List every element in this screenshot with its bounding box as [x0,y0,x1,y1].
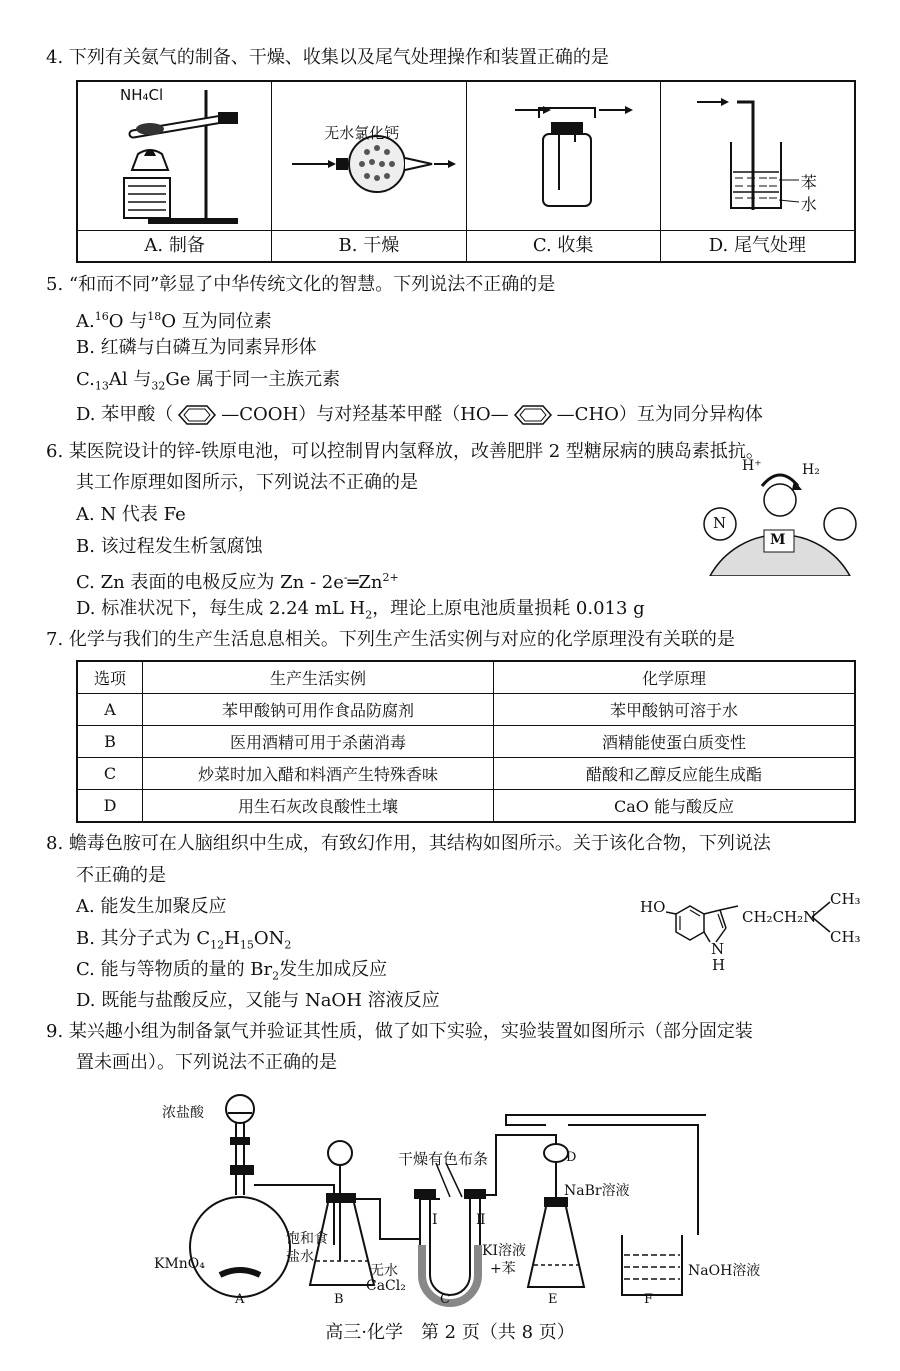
dry-cloth-label: 干燥有色布条 [398,1150,489,1168]
apparatus-b [272,82,466,261]
q9-stem-1: 9. 某兴趣小组为制备氯气并验证其性质，做了如下实验，实验装置如图所示（部分固定装 [46,1021,753,1042]
caption-d: D. 尾气处理 [661,230,854,261]
apparatus-letter-c: C [440,1292,450,1307]
q8-option-d: D. 既能与盐酸反应，又能与 NaOH 溶液反应 [76,990,440,1011]
tail-gas-figure [661,82,855,232]
anhydrous-label: 无水 [370,1263,398,1279]
q5-stem: 5. “和而不同”彰显了中华传统文化的智慧。下列说法不正确的是 [46,274,556,295]
q5-option-c: $C._{13}Al$ 与$_{32}$Ge 属于同一主族元素 [76,369,341,393]
cell: 苯甲酸钠可溶于水 [494,694,856,726]
caption-c: C. 收集 [467,230,660,261]
ki-benzene-label: +苯 [490,1261,516,1277]
drying-tube-figure [272,82,466,232]
q6-stem-1: 6. 某医院设计的锌-铁原电池，可以控制胃内氢释放，改善肥胖 2 型糖尿病的胰岛素抵抗。 [46,441,764,462]
gas-collection-figure [467,82,661,232]
ki-label: KI溶液 [482,1243,526,1259]
cell: D [77,790,143,823]
cell: 酒精能使蛋白质变性 [494,726,856,758]
kmno4-label: KMnO₄ [154,1256,205,1272]
electrode-n-label: N [713,514,727,532]
side-chain-label: CH₂CH₂N [742,908,817,926]
cell: 醋酸和乙醇反应能生成酯 [494,758,856,790]
apparatus-letter-b: B [334,1292,344,1307]
table-row [77,726,855,758]
methyl-bottom-label: CH₃ [830,928,861,946]
nabr-label: NaBr溶液 [564,1183,630,1199]
caption-b: B. 干燥 [272,230,465,261]
cacl2-label: 无水氯化钙 [324,124,400,142]
q4-apparatus-table [76,80,856,263]
benzene-ring-icon [173,404,221,426]
table-row [77,758,855,790]
page-footer: 高三·化学 第 2 页（共 8 页） [325,1322,575,1343]
strip-i-label: Ⅰ [432,1212,438,1228]
cell: A [77,694,143,726]
cell: 苯甲酸钠可用作食品防腐剂 [143,694,494,726]
cell: CaO 能与酸反应 [494,790,856,823]
indole-h-label: H [712,956,726,974]
cell: C [77,758,143,790]
apparatus-a [78,82,272,261]
saturated-brine-label-1: 饱和食 [286,1231,328,1247]
chlorine-apparatus-figure [150,1085,710,1315]
q6-stem-2: 其工作原理如图所示，下列说法不正确的是 [76,472,418,493]
saturated-brine-label-2: 盐水 [286,1249,314,1265]
q6-option-d: D. 标准状况下，每生成 2.24 mL $H_2$，理论上原电池质量损耗 0.013 g [76,598,645,622]
apparatus-letter-a: A [235,1292,245,1307]
apparatus-letter-f: F [644,1292,654,1307]
apparatus-c [467,82,661,261]
q7-stem: 7. 化学与我们的生产生活息息相关。下列生产生活实例与对应的化学原理没有关联的是 [46,629,735,650]
table-row [77,694,855,726]
cell: 医用酒精可用于杀菌消毒 [143,726,494,758]
cacl2-label: CaCl₂ [366,1278,406,1294]
table-row [77,790,855,823]
bufotenine-structure-figure [666,892,746,962]
q7-table [76,660,856,823]
naoh-label: NaOH溶液 [688,1263,761,1279]
ho-label: HO [640,898,666,916]
benzene-ring-icon [509,404,557,426]
ammonia-generation-figure [78,82,272,232]
strip-ii-label: Ⅱ [476,1212,486,1228]
q9-stem-2: 置未画出）。下列说法不正确的是 [76,1052,337,1073]
valve-d-label: D [566,1150,577,1165]
nh4cl-label: NH₄Cl [120,86,164,104]
q8-stem-2: 不正确的是 [76,865,166,886]
h2-label: H₂ [802,462,820,478]
conc-hcl-label: 浓盐酸 [162,1105,204,1121]
q5-option-b: B. 红磷与白磷互为同素异形体 [76,337,317,358]
cell: 炒菜时加入醋和料酒产生特殊香味 [143,758,494,790]
cell: 用生石灰改良酸性土壤 [143,790,494,823]
q6-option-c: C. Zn 表面的电极反应为 Zn - $2e^-═Zn^{2+}$ [76,571,399,593]
indole-n-label: N [711,940,725,958]
water-label: 水 [800,195,817,214]
cell: B [77,726,143,758]
table-header [77,661,855,694]
q6-option-a: A. N 代表 Fe [76,504,186,525]
q5-option-d: D. 苯甲酸（ —COOH）与对羟基苯甲醛（HO— —CHO）互为同分异构体 [76,404,763,425]
q4-stem: 4. 下列有关氨气的制备、干燥、收集以及尾气处理操作和装置正确的是 [46,47,609,68]
q6-option-b: B. 该过程发生析氢腐蚀 [76,536,263,557]
h-plus-label: H⁺ [742,458,762,474]
q8-option-c: C. 能与等物质的量的 $Br_2$发生加成反应 [76,959,388,983]
header-principle: 化学原理 [494,661,856,694]
q8-stem-1: 8. 蟾毒色胺可在人脑组织中生成，有致幻作用，其结构如图所示。关于该化合物，下列说法 [46,833,771,854]
caption-a: A. 制备 [78,230,271,261]
q5-option-a: A.$^{16}$O 与$^{18}$O 互为同位素 [76,310,272,332]
q8-option-a: A. 能发生加聚反应 [76,896,227,917]
electrode-m-label: M [770,532,786,548]
apparatus-d [661,82,854,261]
methyl-top-label: CH₃ [830,890,861,908]
q8-option-b: B. 其分子式为 $C_{12}H_{15}ON_2$ [76,928,292,952]
header-example: 生产生活实例 [143,661,494,694]
benzene-label: 苯 [800,173,817,192]
header-option: 选项 [77,661,143,694]
apparatus-letter-e: E [548,1292,558,1307]
